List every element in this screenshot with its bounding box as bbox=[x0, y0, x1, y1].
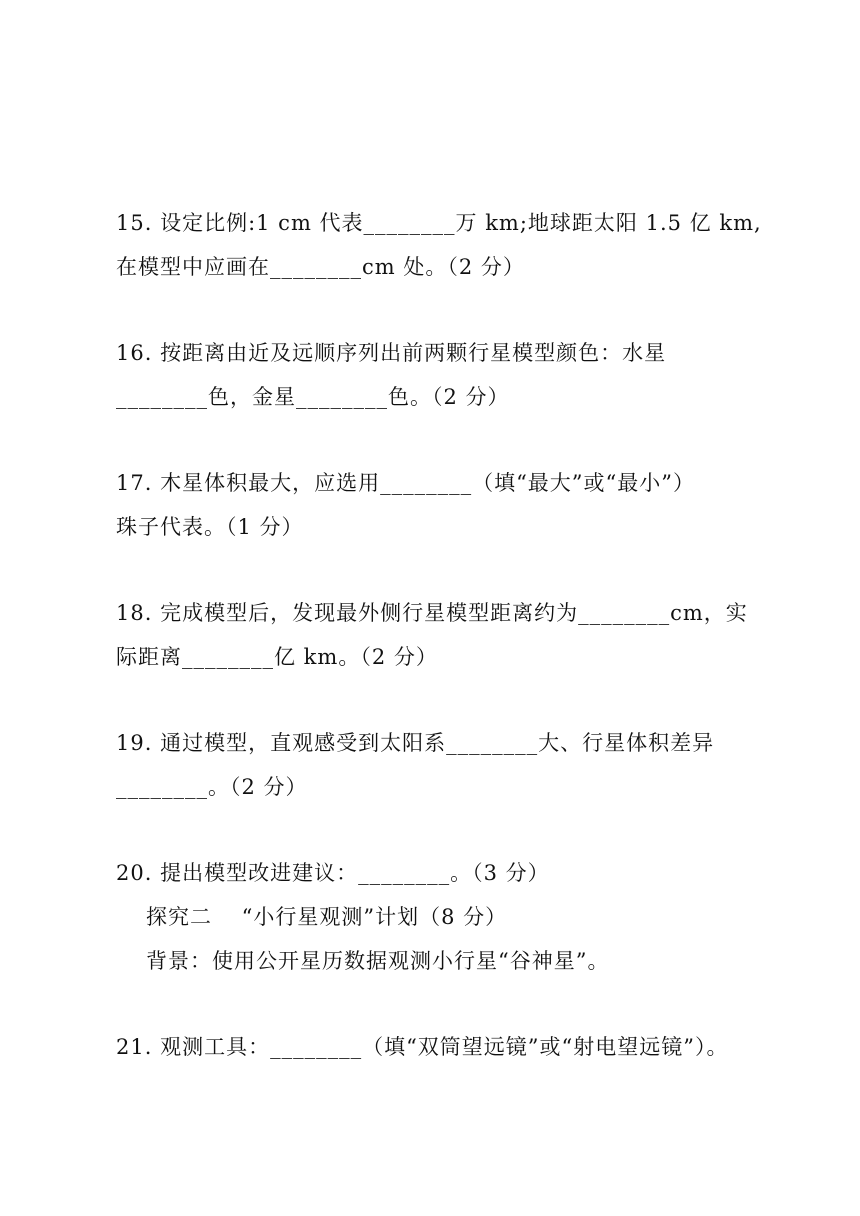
question-15-line-1: 15. 设定比例:1 cm 代表________万 km;地球距太阳 1.5 亿 km, bbox=[116, 211, 762, 235]
question-19-line-2: ________。（2 分） bbox=[116, 775, 308, 799]
question-17-line-2: 珠子代表。（1 分） bbox=[116, 515, 304, 539]
question-16-line-2: ________色，金星________色。（2 分） bbox=[116, 385, 510, 409]
question-16-line-1: 16. 按距离由近及远顺序列出前两颗行星模型颜色：水星 bbox=[116, 341, 667, 365]
section-2-title: 探究二 “小行星观测”计划（8 分） bbox=[146, 905, 508, 929]
section-2-background: 背景：使用公开星历数据观测小行星“谷神星”。 bbox=[146, 949, 610, 973]
question-18-line-1: 18. 完成模型后，发现最外侧行星模型距离约为________cm，实 bbox=[116, 601, 748, 625]
question-19-line-1: 19. 通过模型，直观感受到太阳系________大、行星体积差异 bbox=[116, 731, 715, 755]
question-17-line-1: 17. 木星体积最大，应选用________（填“最大”或“最小”） bbox=[116, 471, 696, 495]
question-20-line-1: 20. 提出模型改进建议：________。（3 分） bbox=[116, 861, 550, 885]
question-21-line-1: 21. 观测工具：________（填“双筒望远镜”或“射电望远镜”）。 bbox=[116, 1035, 729, 1059]
question-15-line-2: 在模型中应画在________cm 处。（2 分） bbox=[116, 255, 525, 279]
question-18-line-2: 际距离________亿 km。（2 分） bbox=[116, 645, 438, 669]
